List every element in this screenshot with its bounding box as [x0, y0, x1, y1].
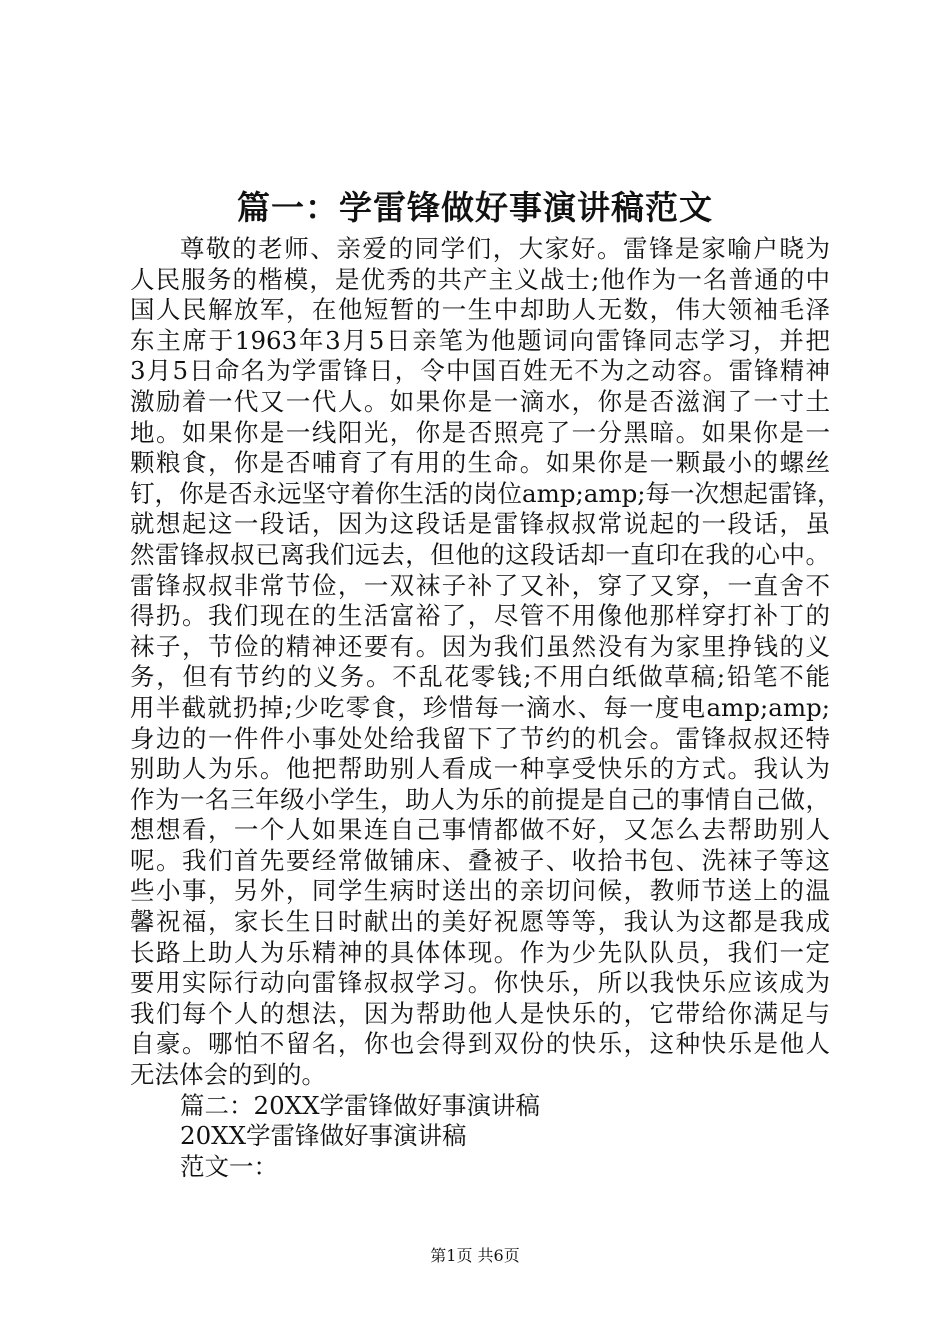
body-line: 激励着一代又一代人。如果你是一滴水，你是否滋润了一寸土 — [130, 386, 830, 416]
body-line: 人民服务的楷模，是优秀的共产主义战士;他作为一名普通的中 — [130, 264, 830, 294]
sample-label: 范文一： — [180, 1151, 278, 1181]
body-line: 自豪。哪怕不留名，你也会得到双份的快乐，这种快乐是他人 — [130, 1029, 830, 1059]
body-line: 务，但有节约的义务。不乱花零钱;不用白纸做草稿;铅笔不能 — [130, 662, 830, 692]
section-heading: 篇二：20XX学雷锋做好事演讲稿 — [180, 1090, 541, 1120]
body-line: 馨祝福，家长生日时献出的美好祝愿等等，我认为这都是我成 — [130, 907, 830, 937]
body-line: 无法体会的到的。 — [130, 1060, 326, 1090]
body-line: 作为一名三年级小学生，助人为乐的前提是自己的事情自己做， — [130, 784, 830, 814]
body-line: 得扔。我们现在的生活富裕了，尽管不用像他那样穿打补丁的 — [130, 601, 830, 631]
page-number: 第1页 共6页 — [430, 1246, 520, 1265]
body-line: 颗粮食，你是否哺育了有用的生命。如果你是一颗最小的螺丝 — [130, 448, 830, 478]
body-line: 3月5日命名为学雷锋日，令中国百姓无不为之动容。雷锋精神 — [130, 356, 830, 386]
body-line: 别助人为乐。他把帮助别人看成一种享受快乐的方式。我认为 — [130, 754, 830, 784]
body-line: 呢。我们首先要经常做铺床、叠被子、收拾书包、洗袜子等这 — [130, 845, 830, 875]
subheading: 20XX学雷锋做好事演讲稿 — [180, 1121, 467, 1151]
document-title: 篇一：学雷锋做好事演讲稿范文 — [237, 188, 713, 227]
body-line: 雷锋叔叔非常节俭，一双袜子补了又补，穿了又穿，一直舍不 — [130, 570, 830, 600]
body-line: 我们每个人的想法，因为帮助他人是快乐的，它带给你满足与 — [130, 998, 830, 1028]
body-line: 地。如果你是一线阳光，你是否照亮了一分黑暗。如果你是一 — [130, 417, 830, 447]
body-line: 袜子，节俭的精神还要有。因为我们虽然没有为家里挣钱的义 — [130, 631, 830, 661]
body-line: 尊敬的老师、亲爱的同学们，大家好。雷锋是家喻户晓为 — [180, 234, 830, 263]
body-line: 东主席于1963年3月5日亲笔为他题词向雷锋同志学习，并把 — [130, 325, 830, 355]
body-line: 想想看，一个人如果连自己事情都做不好，又怎么去帮助别人 — [130, 815, 830, 845]
body-line: 钉，你是否永远坚守着你生活的岗位amp;amp;每一次想起雷锋， — [130, 478, 842, 508]
body-line: 要用实际行动向雷锋叔叔学习。你快乐，所以我快乐应该成为 — [130, 968, 830, 998]
body-line: 然雷锋叔叔已离我们远去，但他的这段话却一直印在我的心中。 — [130, 539, 830, 569]
body-line: 用半截就扔掉;少吃零食，珍惜每一滴水、每一度电amp;amp; — [130, 692, 830, 722]
document-body — [130, 234, 842, 1182]
body-line: 长路上助人为乐精神的具体体现。作为少先队队员，我们一定 — [130, 937, 830, 967]
body-line: 就想起这一段话，因为这段话是雷锋叔叔常说起的一段话，虽 — [130, 509, 830, 539]
body-line: 国人民解放军，在他短暂的一生中却助人无数，伟大领袖毛泽 — [130, 295, 830, 325]
body-line: 身边的一件件小事处处给我留下了节约的机会。雷锋叔叔还特 — [130, 723, 830, 753]
body-line: 些小事，另外，同学生病时送出的亲切问候，教师节送上的温 — [130, 876, 830, 906]
